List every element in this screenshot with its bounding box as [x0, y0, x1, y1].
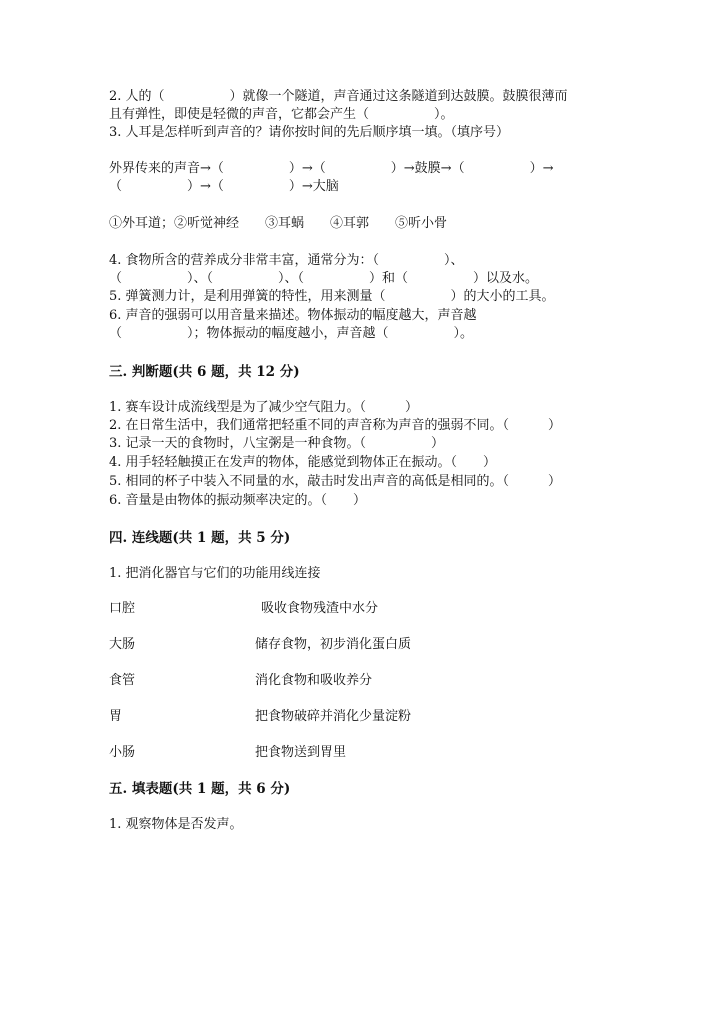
match-function-3: 消化食物和吸收养分 — [255, 673, 373, 688]
match-heading: 四. 连线题(共 1 题，共 5 分) — [109, 530, 291, 546]
q3-line-2: 外界传来的声音→（ ）→（ ）→鼓膜→（ ）→ — [109, 161, 554, 176]
judge-item-3: 3. 记录一天的食物时，八宝粥是一种食物。（ ） — [109, 436, 445, 451]
q3-line-1: 3. 人耳是怎样听到声音的？请你按时间的先后顺序填一填。（填序号） — [109, 125, 510, 140]
q6-line-2: （ ）；物体振动的幅度越小，声音越（ ）。 — [109, 326, 474, 341]
match-organ-1: 口腔 — [109, 601, 136, 616]
judge-item-5: 5. 相同的杯子中装入不同量的水，敲击时发出声音的高低是相同的。（ ） — [109, 474, 562, 489]
q5-line: 5. 弹簧测力计，是利用弹簧的特性，用来测量（ ）的大小的工具。 — [109, 289, 555, 304]
table-question: 1. 观察物体是否发声。 — [109, 817, 243, 832]
q3-options: ①外耳道；②听觉神经 ③耳蜗 ④耳郭 ⑤听小骨 — [109, 216, 448, 231]
match-organ-2: 大肠 — [109, 637, 136, 652]
q4-line-2: （ ）、（ ）、（ ）和（ ）以及水。 — [109, 271, 539, 286]
match-function-2: 储存食物，初步消化蛋白质 — [255, 637, 412, 652]
match-organ-5: 小肠 — [109, 745, 136, 760]
match-organ-4: 胃 — [109, 709, 123, 724]
judge-item-2: 2. 在日常生活中，我们通常把轻重不同的声音称为声音的强弱不同。（ ） — [109, 418, 562, 433]
match-organ-3: 食管 — [109, 673, 136, 688]
judge-item-4: 4. 用手轻轻触摸正在发声的物体，能感觉到物体正在振动。（ ） — [109, 455, 497, 470]
match-function-5: 把食物送到胃里 — [255, 745, 347, 760]
judge-item-1: 1. 赛车设计成流线型是为了减少空气阻力。（ ） — [109, 400, 419, 415]
match-function-1: 吸收食物残渣中水分 — [261, 601, 379, 616]
q2-line-1: 2. 人的（ ）就像一个隧道，声音通过这条隧道到达鼓膜。鼓膜很薄而 — [109, 89, 568, 104]
q2-line-2: 且有弹性，即使是轻微的声音，它都会产生（ ）。 — [109, 107, 454, 122]
judge-item-6: 6. 音量是由物体的振动频率决定的。（ ） — [109, 493, 367, 508]
q6-line-1: 6. 声音的强弱可以用音量来描述。物体振动的幅度越大，声音越 — [109, 308, 477, 323]
table-heading: 五. 填表题(共 1 题，共 6 分) — [109, 781, 291, 797]
q4-line-1: 4. 食物所含的营养成分非常丰富，通常分为：（ ）、 — [109, 253, 464, 268]
judge-heading: 三. 判断题(共 6 题，共 12 分) — [109, 364, 300, 380]
match-function-4: 把食物破碎并消化少量淀粉 — [255, 709, 412, 724]
q3-line-3: （ ）→（ ）→大脑 — [109, 179, 339, 194]
match-question: 1. 把消化器官与它们的功能用线连接 — [109, 566, 321, 581]
